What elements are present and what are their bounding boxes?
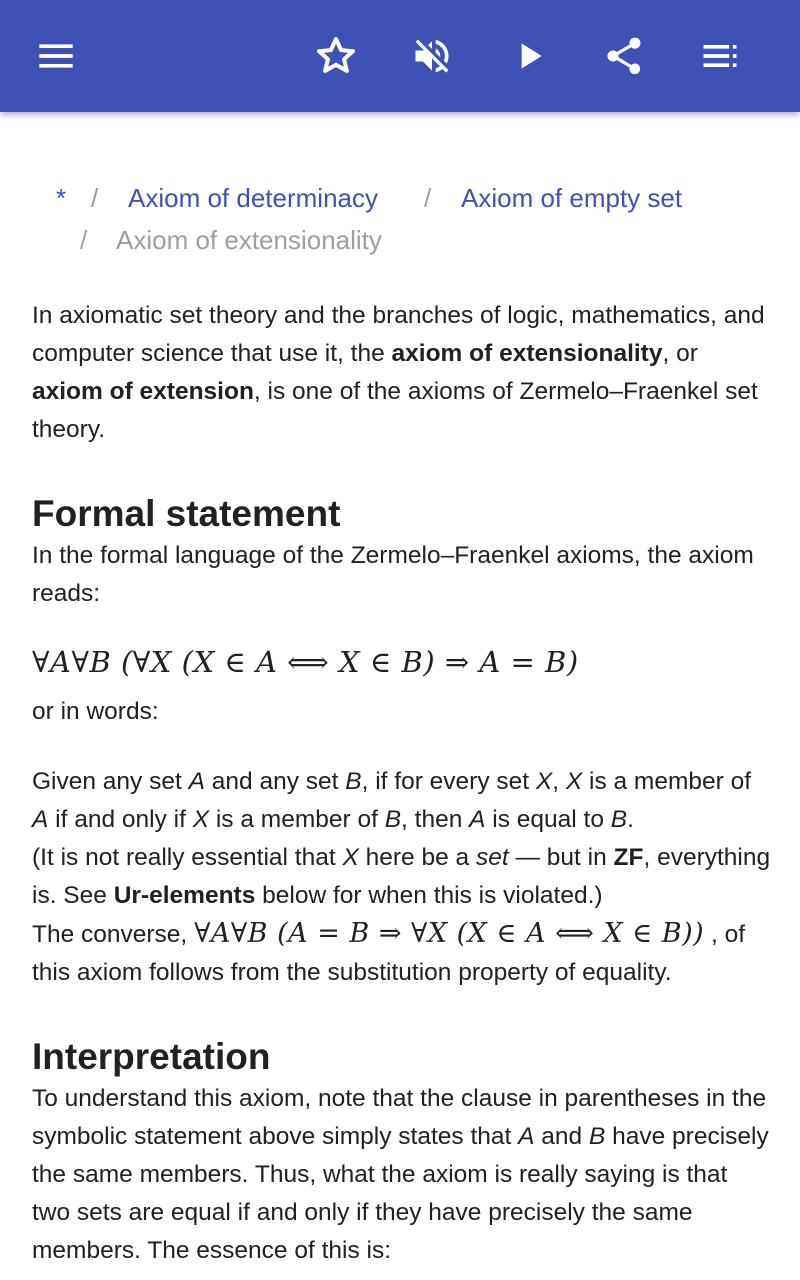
breadcrumb-link-determinacy[interactable]: Axiom of determinacy <box>128 183 378 213</box>
breadcrumb-root[interactable]: * <box>56 183 67 213</box>
playlist-icon[interactable] <box>688 24 752 88</box>
breadcrumb-link-empty-set[interactable]: Axiom of empty set <box>461 183 683 213</box>
formal-lead: In the formal language of the Zermelo–Fraenkel axioms, the axiom reads: <box>32 542 754 607</box>
app-toolbar <box>0 0 800 112</box>
section-heading-interpretation: Interpretation <box>32 1036 271 1077</box>
share-icon[interactable] <box>592 24 656 88</box>
term-ur-elements: Ur-elements <box>113 882 256 909</box>
star-icon[interactable] <box>304 24 368 88</box>
breadcrumb <box>0 112 800 272</box>
term-axiom-of-extension: axiom of extension <box>32 378 254 405</box>
formula-converse: ∀A∀B (A = B ⇒ ∀X (X ∈ A ⟺ X ∈ B)) <box>194 918 705 949</box>
term-zf: ZF <box>613 844 644 871</box>
play-icon[interactable] <box>498 24 562 88</box>
or-in-words: or in words: <box>32 698 159 725</box>
breadcrumb-current: Axiom of extensionality <box>116 225 382 255</box>
words-paragraph: Given any set A and any set B, if for every set X, X is a member of A if and only if X is a member of B, then A is equal to B. (It is not really essential that X here be a set — but in ZF, everything is. See Ur-elements below for when this is violated.) The converse, ∀A∀B (A = B ⇒ ∀X (X ∈ A ⟺ X ∈ B)) , of this axiom follows from the substitution property of equality. <box>32 768 771 986</box>
breadcrumb-separator: / <box>91 183 99 213</box>
article-body <box>32 297 772 1270</box>
breadcrumb-separator: / <box>80 225 88 255</box>
menu-icon[interactable] <box>24 24 88 88</box>
interpretation-paragraph: To understand this axiom, note that the clause in parentheses in the symbolic statement above simply states that A and B have precisely the same members. Thus, what the axiom is really saying is that two sets are equal if and only if they have precisely the same members. The essence of this is: <box>32 1085 769 1264</box>
intro-paragraph: In axiomatic set theory and the branches of logic, mathematics, and computer science that use it, the axiom of extensionality, or axiom of extension, is one of the axioms of Zermelo–Fraenkel set theory. <box>32 302 765 443</box>
volume-off-icon[interactable] <box>400 24 464 88</box>
article-content <box>0 112 800 1280</box>
formula-extensionality: ∀A∀B (∀X (X ∈ A ⟺ X ∈ B) ⇒ A = B) <box>32 645 579 679</box>
breadcrumb-separator: / <box>424 183 432 213</box>
term-axiom-of-extensionality: axiom of extensionality <box>391 340 663 367</box>
section-heading-formal-statement: Formal statement <box>32 493 341 534</box>
